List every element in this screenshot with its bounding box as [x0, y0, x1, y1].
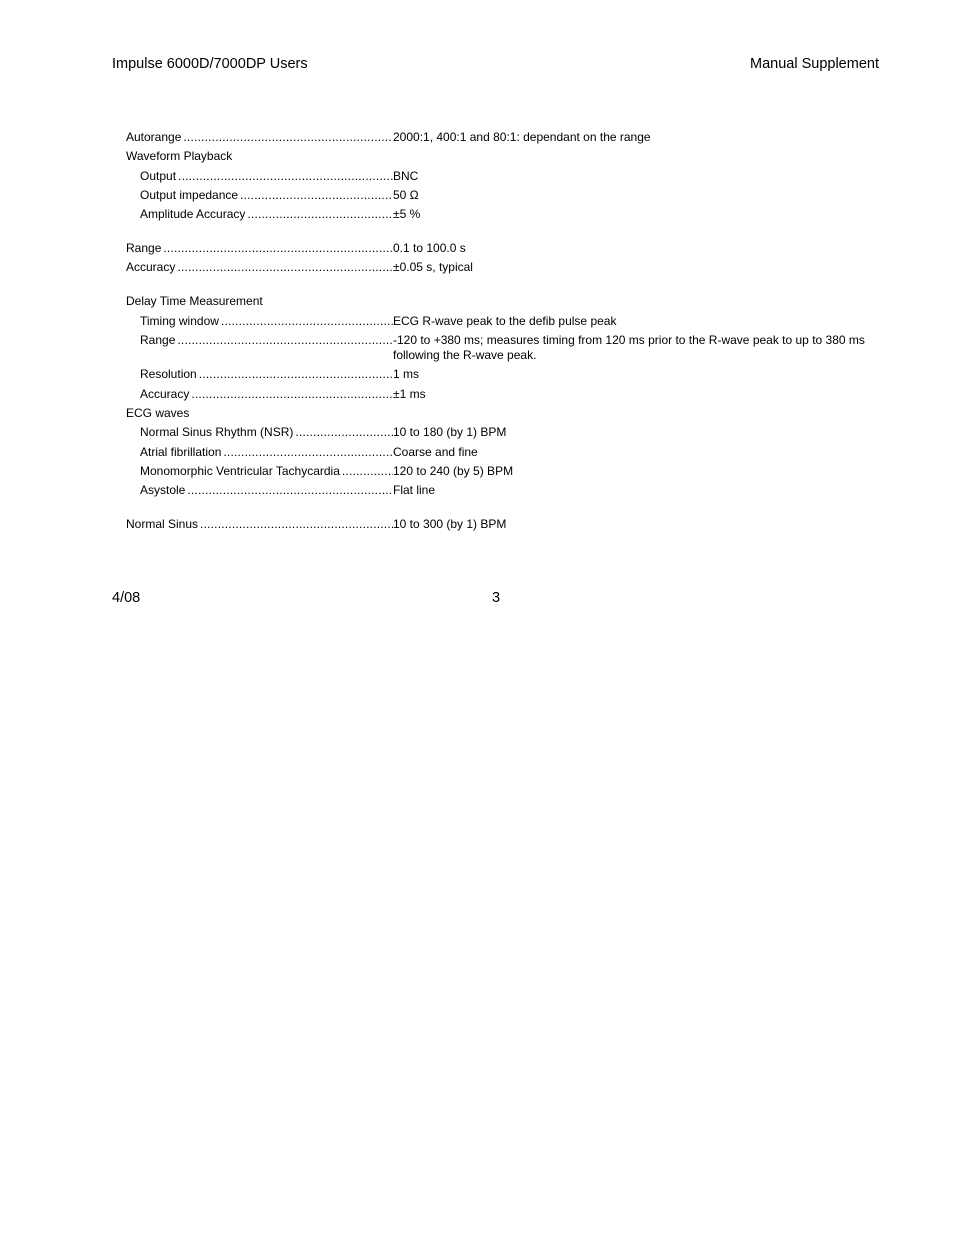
spec-label [126, 387, 393, 402]
spec-value: Coarse and fine [393, 444, 478, 459]
spec-label [126, 425, 393, 440]
spec-value: 0.1 to 100.0 s [393, 241, 466, 256]
spec-label [126, 207, 393, 222]
header-document-title: Impulse 6000D/7000DP Users [112, 56, 308, 72]
spec-label [126, 241, 393, 256]
spec-value: Flat line [393, 483, 436, 498]
spec-label-text: Autorange [126, 130, 182, 144]
spec-row [126, 445, 871, 460]
spec-row [126, 314, 871, 329]
spec-label-text: Amplitude Accuracy [140, 207, 246, 222]
spec-value: ±5 % [393, 207, 421, 222]
dot-leader [177, 333, 393, 348]
spec-label-text: Asystole [140, 483, 186, 498]
dot-leader [187, 483, 393, 498]
dot-leader [163, 241, 393, 256]
spec-value: 10 to 300 (by 1) BPM [393, 517, 507, 532]
spec-row [126, 188, 871, 203]
spec-label-text: Normal Sinus [126, 517, 199, 532]
spec-row [126, 169, 871, 184]
spec-label [126, 260, 393, 275]
dot-leader [240, 188, 393, 203]
dot-leader [177, 260, 393, 275]
spec-label-text: Timing window [140, 313, 219, 328]
spec-row [126, 207, 871, 222]
dot-leader [199, 367, 393, 382]
spec-label-text: Output impedance [140, 187, 239, 202]
dot-leader [342, 464, 393, 479]
spec-value: ±0.05 s, typical [393, 260, 473, 275]
dot-leader [221, 314, 393, 329]
dot-leader [247, 207, 393, 222]
page-number: 3 [492, 590, 501, 606]
dot-leader [191, 387, 393, 402]
spec-row [126, 387, 871, 402]
spec-label-text: Normal Sinus Rhythm (NSR) [140, 425, 294, 440]
spec-row [126, 483, 871, 498]
spec-label [126, 483, 393, 498]
dot-leader [295, 425, 393, 440]
spec-value: ±1 ms [393, 386, 426, 401]
spec-row [126, 130, 871, 145]
spec-value: 50 Ω [393, 187, 419, 202]
spec-label [126, 169, 393, 184]
dot-leader [178, 169, 393, 184]
page-header [112, 56, 879, 76]
dot-leader [183, 130, 393, 145]
spec-section-heading: ECG waves [126, 405, 190, 420]
dot-leader [223, 445, 393, 460]
header-manual-supplement: Manual Supplement [750, 56, 879, 72]
spec-value: BNC [393, 168, 419, 183]
spec-value: ECG R-wave peak to the defib pulse peak [393, 313, 617, 328]
spec-row [126, 425, 871, 440]
dot-leader [200, 517, 393, 532]
spec-label-text: Resolution [140, 367, 197, 382]
spec-row [126, 517, 871, 532]
spec-label-text: Accuracy [126, 260, 176, 275]
spec-row [126, 464, 871, 479]
spec-label-text: Accuracy [140, 386, 190, 401]
spec-value: 1 ms [393, 367, 420, 382]
spec-value: 120 to 240 (by 5) BPM [393, 463, 514, 478]
spec-section-heading: Delay Time Measurement [126, 294, 263, 309]
specifications-list [126, 130, 871, 536]
spec-label [126, 314, 393, 329]
page-footer [112, 590, 879, 610]
spec-label-text: Atrial fibrillation [140, 444, 222, 459]
spec-row [126, 333, 871, 363]
spec-label [126, 333, 393, 348]
spec-label-text: Monomorphic Ventricular Tachycardia [140, 463, 340, 478]
spec-label [126, 517, 393, 532]
spec-row [126, 260, 871, 275]
spec-row [126, 241, 871, 256]
spec-label [126, 445, 393, 460]
spec-section-heading: Waveform Playback [126, 149, 233, 164]
spec-label [126, 367, 393, 382]
spec-label [126, 464, 393, 479]
spec-value: 10 to 180 (by 1) BPM [393, 425, 507, 440]
spec-value: -120 to +380 ms; measures timing from 120 ms prior to the R-wave peak to up to 380 ms following the R-wave peak. [393, 333, 865, 363]
spec-value: 2000:1, 400:1 and 80:1: dependant on the range [393, 130, 651, 144]
spec-label-text: Output [140, 168, 177, 183]
spec-label [126, 188, 393, 203]
spec-label [126, 130, 393, 145]
spec-label-text: Range [126, 241, 162, 256]
footer-date: 4/08 [112, 590, 141, 606]
spec-label-text: Range [140, 333, 176, 348]
spec-row [126, 367, 871, 382]
